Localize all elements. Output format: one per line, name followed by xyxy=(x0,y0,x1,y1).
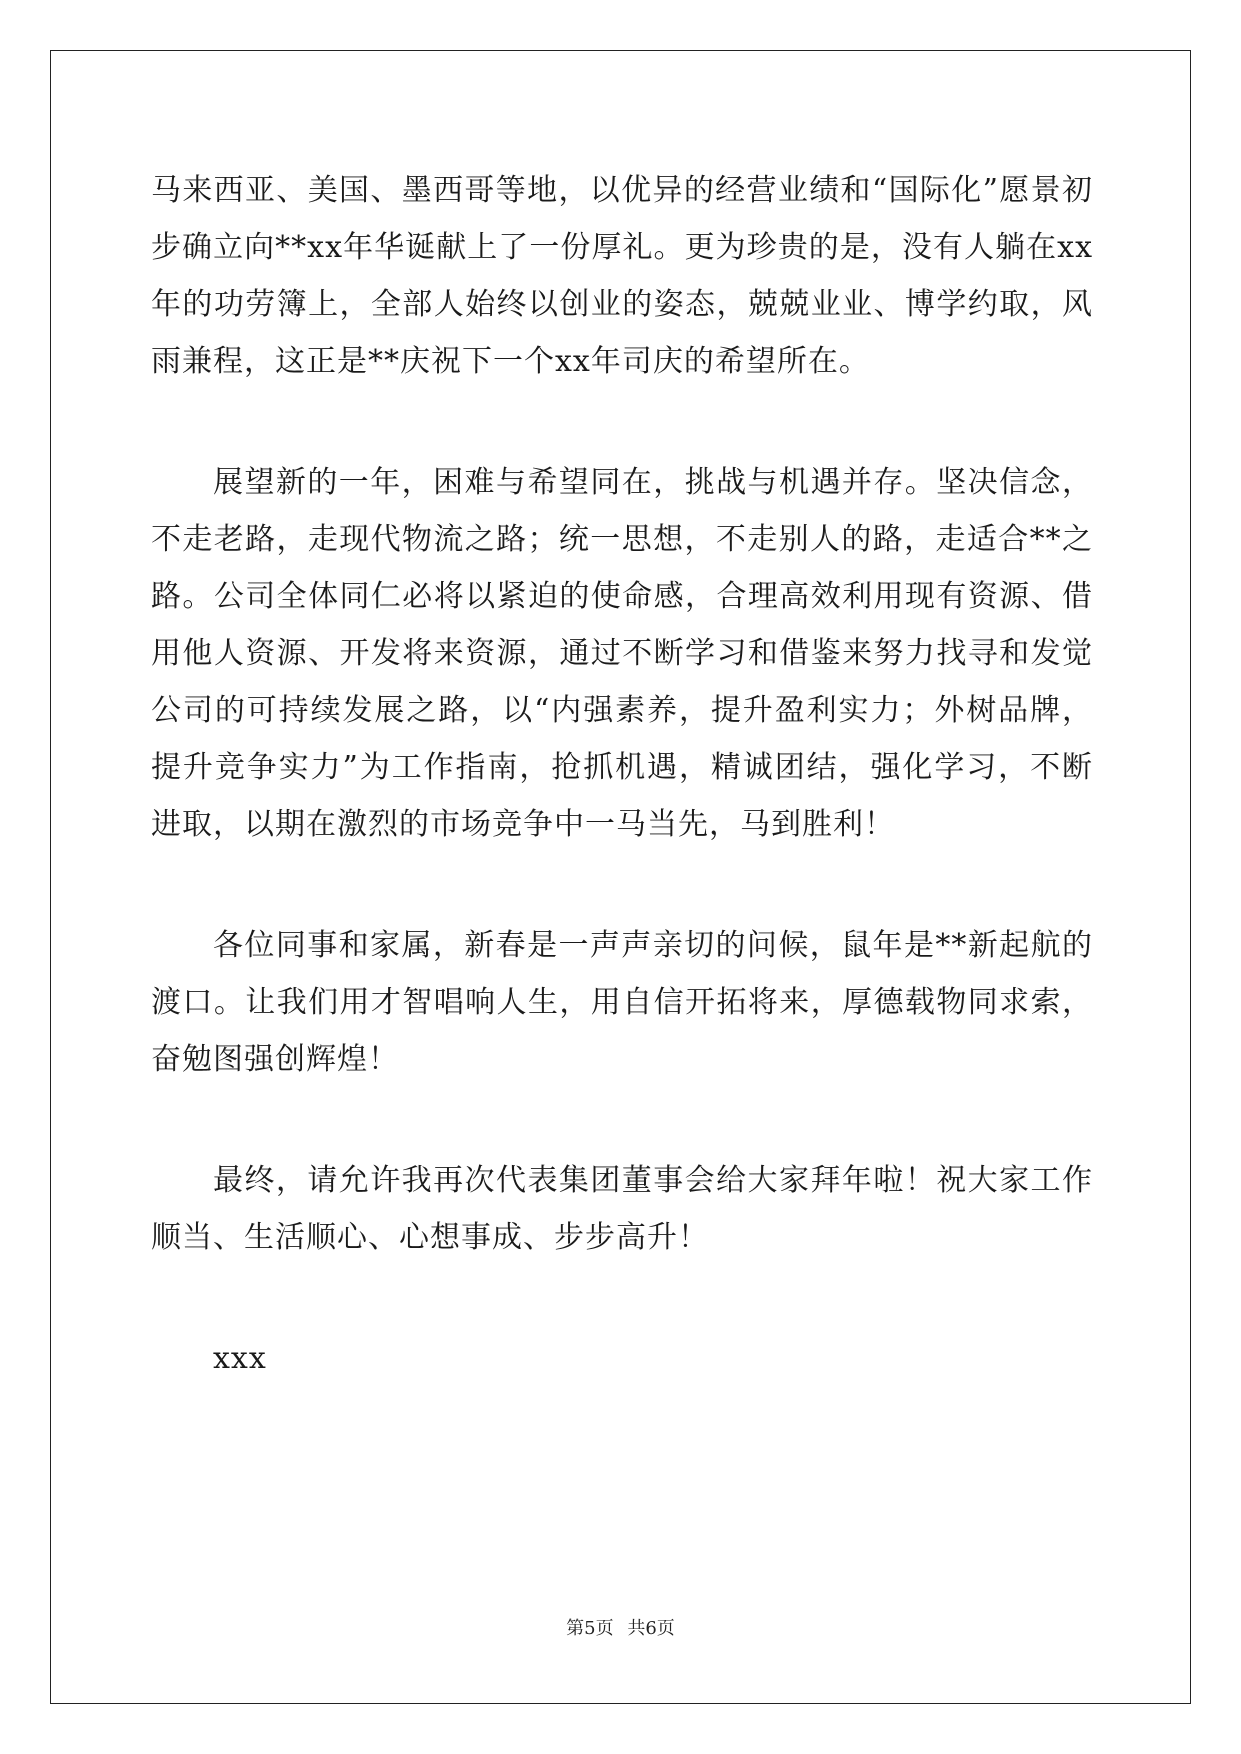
paragraph-outlook: 展望新的一年，困难与希望同在，挑战与机遇并存。坚决信念，不走老路，走现代物流之路；统一思想，不走别人的路，走适合**之路。公司全体同仁必将以紧迫的使命感，合理高效利用现有资源、借用他人资源、开发将来资源，通过不断学习和借鉴来努力找寻和发觉公司的可持续发展之路，以“内强素养，提升盈利实力；外树品牌，提升竞争实力”为工作指南，抢抓机遇，精诚团结，强化学习，不断进取，以期在激烈的市场竞争中一马当先，马到胜利！ xyxy=(151,465,1093,842)
page-total: 共6页 xyxy=(627,1618,675,1639)
page-number-footer xyxy=(0,1614,1241,1640)
page-current: 第5页 xyxy=(566,1618,614,1639)
paragraph-closing: 最终，请允许我再次代表集团董事会给大家拜年啦！祝大家工作顺当、生活顺心、心想事成、步步高升！ xyxy=(151,1163,1093,1255)
signature: xxx xyxy=(213,1341,267,1376)
paragraph-continuation: 马来西亚、美国、墨西哥等地，以优异的经营业绩和“国际化”愿景初步确立向**xx年华诞献上了一份厚礼。更为珍贵的是，没有人躺在xx年的功劳簿上，全部人始终以创业的姿态，兢兢业业、博学约取，风雨兼程，这正是**庆祝下一个xx年司庆的希望所在。 xyxy=(151,173,1093,379)
document-body xyxy=(151,162,1093,1387)
paragraph-greeting: 各位同事和家属，新春是一声声亲切的问候，鼠年是**新起航的渡口。让我们用才智唱响人生，用自信开拓将来，厚德载物同求索，奋勉图强创辉煌！ xyxy=(151,928,1093,1077)
